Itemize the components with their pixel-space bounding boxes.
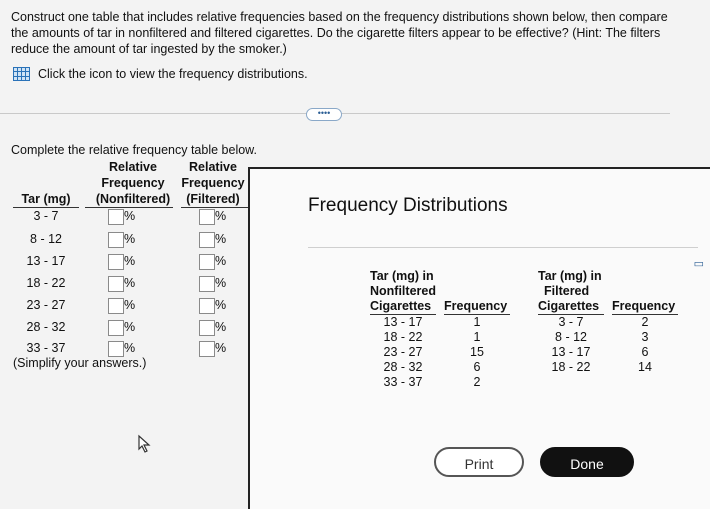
header-underline [85,207,173,208]
tar-class-label: 8 - 12 [30,232,62,246]
percent-sign: % [215,232,227,246]
header-relative-nonfiltered-3: (Nonfiltered) [95,192,171,206]
more-button[interactable]: •••• [306,108,342,121]
frequency-value: 15 [470,345,484,359]
frequency-distribution-link[interactable] [13,67,308,81]
frequency-value: 14 [638,360,652,374]
nonfiltered-table [370,269,510,390]
percent-sign: % [124,276,136,290]
nonfiltered-header-2: Nonfiltered [370,284,436,298]
tar-class-label: 23 - 27 [26,298,66,312]
header-relative-filtered-3: (Filtered) [186,192,240,206]
header-tar: Tar (mg) [21,192,71,206]
header-relative-nonfiltered-2: Frequency [101,176,165,190]
class-label: 28 - 32 [383,360,423,374]
nonfiltered-header-3: Cigarettes [370,299,436,315]
tar-class-label: 33 - 37 [26,341,66,355]
filtered-input[interactable] [199,276,215,292]
class-label: 33 - 37 [383,375,423,389]
class-label: 18 - 22 [551,360,591,374]
tar-class-label: 13 - 17 [26,254,66,268]
filtered-header-1: Tar (mg) in [538,269,602,283]
filtered-input[interactable] [199,341,215,357]
nonfiltered-input[interactable] [108,209,124,225]
percent-sign: % [215,209,227,223]
nonfiltered-input[interactable] [108,341,124,357]
header-underline [13,207,79,208]
done-button[interactable]: Done [540,447,634,477]
frequency-value: 3 [641,330,649,344]
class-label: 8 - 12 [555,330,587,344]
nonfiltered-header-1: Tar (mg) in [370,269,434,283]
frequency-value: 2 [473,375,481,389]
percent-sign: % [215,320,227,334]
filtered-input[interactable] [199,209,215,225]
frequency-header: Frequency [612,299,678,315]
class-label: 18 - 22 [383,330,423,344]
table-icon[interactable] [13,67,30,81]
percent-sign: % [124,254,136,268]
percent-sign: % [124,298,136,312]
hint-link-text[interactable]: Click the icon to view the frequency distributions. [38,67,308,81]
header-relative-nonfiltered-1: Relative [109,160,157,174]
filtered-header-3: Cigarettes [538,299,604,315]
question-text: Construct one table that includes relative frequencies based on the frequency distributions shown below, then compare the amounts of tar in nonfiltered and filtered cigarettes. Do the cigarette filters appear to be effective? (Hint: The filters reduce the amount of tar ingested by the smoker.) [11,10,668,56]
simplify-note: (Simplify your answers.) [13,356,147,370]
header-relative-filtered-1: Relative [189,160,237,174]
dialog-divider [308,247,698,248]
frequency-value: 6 [473,360,481,374]
frequency-value: 2 [641,315,649,329]
tar-class-label: 3 - 7 [33,209,59,223]
filtered-input[interactable] [199,232,215,248]
percent-sign: % [215,276,227,290]
filtered-header-2: Filtered [544,284,590,298]
frequency-value: 6 [641,345,649,359]
nonfiltered-input[interactable] [108,232,124,248]
tar-class-label: 28 - 32 [26,320,66,334]
class-label: 13 - 17 [551,345,591,359]
dialog-title: Frequency Distributions [308,195,508,216]
percent-sign: % [124,341,136,355]
percent-sign: % [124,232,136,246]
header-underline [181,207,249,208]
percent-sign: % [215,341,227,355]
frequency-header: Frequency [444,299,510,315]
table-instruction: Complete the relative frequency table below. [11,143,257,157]
print-button[interactable]: Print [434,447,524,477]
frequency-distributions-dialog [248,167,710,509]
header-relative-filtered-2: Frequency [181,176,245,190]
percent-sign: % [124,320,136,334]
filtered-table [538,269,678,375]
class-label: 13 - 17 [383,315,423,329]
frequency-value: 1 [473,315,481,329]
percent-sign: % [215,254,227,268]
nonfiltered-input[interactable] [108,254,124,270]
nonfiltered-input[interactable] [108,276,124,292]
filtered-input[interactable] [199,320,215,336]
nonfiltered-input[interactable] [108,298,124,314]
filtered-input[interactable] [199,298,215,314]
minimize-icon[interactable]: ▭ [693,258,704,270]
mouse-cursor-icon [138,435,152,453]
frequency-value: 1 [473,330,481,344]
class-label: 3 - 7 [558,315,584,329]
tar-class-label: 18 - 22 [26,276,66,290]
nonfiltered-input[interactable] [108,320,124,336]
percent-sign: % [124,209,136,223]
filtered-input[interactable] [199,254,215,270]
class-label: 23 - 27 [383,345,423,359]
percent-sign: % [215,298,227,312]
